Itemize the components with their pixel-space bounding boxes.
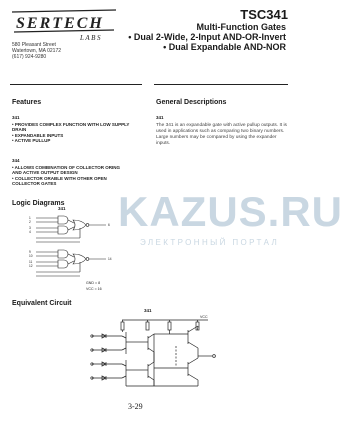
address-line: Watertown, MA 02172 xyxy=(12,48,62,54)
svg-text:12: 12 xyxy=(29,264,33,268)
part-number: TSC341 xyxy=(240,7,288,22)
svg-text:11: 11 xyxy=(29,260,33,264)
feature-item: • EXPANDABLE INPUTS xyxy=(12,133,130,138)
features-list-344 xyxy=(12,165,128,187)
general-descriptions-heading: General Descriptions xyxy=(156,99,227,106)
sertech-logo xyxy=(10,8,120,42)
equivalent-label: 341 xyxy=(144,308,152,313)
svg-text:6: 6 xyxy=(108,223,110,227)
features-heading: Features xyxy=(12,99,42,106)
product-subtitle-2: • Dual Expandable AND-NOR xyxy=(163,42,286,52)
logic-vcc-note: VCC = 16 xyxy=(86,287,102,291)
feature-item: • COLLECTOR ORABLE WITH OTHER OPEN COLLECTOR GATES xyxy=(12,176,128,187)
brand-text: SERTECH xyxy=(16,15,104,32)
watermark-subtitle: ЭЛЕКТРОННЫЙ ПОРТАЛ xyxy=(140,238,280,247)
features-group-label: 341 xyxy=(12,115,20,120)
description-paragraph: Large numbers may be compared by using the expander inputs. xyxy=(156,135,277,146)
description-rule xyxy=(154,84,288,85)
brand-sub-text: LABS xyxy=(80,34,102,42)
svg-text:3: 3 xyxy=(29,226,31,230)
watermark-logo: KAZUS.RU xyxy=(118,188,343,235)
equivalent-circuit-heading: Equivalent Circuit xyxy=(12,300,72,307)
logic-label: 341 xyxy=(58,206,66,211)
address-line: 580 Pleasant Street xyxy=(12,42,56,48)
equivalent-circuit-diagram xyxy=(88,306,294,396)
svg-text:4: 4 xyxy=(29,230,31,234)
product-subtitle-1: • Dual 2-Wide, 2-Input AND-OR-Invert xyxy=(128,32,286,42)
features-list-341 xyxy=(12,122,130,144)
page-number: 3-29 xyxy=(128,402,143,411)
features-group-label: 344 xyxy=(12,158,20,163)
svg-text:9: 9 xyxy=(29,250,31,254)
general-label: 341 xyxy=(156,115,164,120)
vcc-label: VCC xyxy=(200,315,208,319)
general-description-text xyxy=(156,123,288,147)
features-rule xyxy=(10,84,142,85)
logic-gnd-note: GND = 8 xyxy=(86,281,101,285)
company-address xyxy=(12,42,61,60)
feature-item: • ALLOWS COMBINATION OF COLLECTOR ORING AND ACTIVE OUTPUT DESIGN xyxy=(12,165,128,176)
svg-text:1: 1 xyxy=(29,216,31,220)
address-line: (617) 924-9280 xyxy=(12,54,47,60)
logic-diagrams-heading: Logic Diagrams xyxy=(12,200,65,207)
product-title: Multi-Function Gates xyxy=(196,22,286,32)
logic-diagram xyxy=(28,204,138,292)
svg-text:10: 10 xyxy=(29,254,33,258)
svg-text:2: 2 xyxy=(29,220,31,224)
feature-item: • PROVIDES COMPLEX FUNCTION WITH LOW SUPPLY DRAIN xyxy=(12,122,130,133)
svg-text:14: 14 xyxy=(108,257,112,261)
feature-item: • ACTIVE PULLUP xyxy=(12,138,130,143)
description-paragraph: The 341 is an expandable gate with active pullup outputs. It is used in applications such as comparing two binary numbers. xyxy=(156,123,287,134)
